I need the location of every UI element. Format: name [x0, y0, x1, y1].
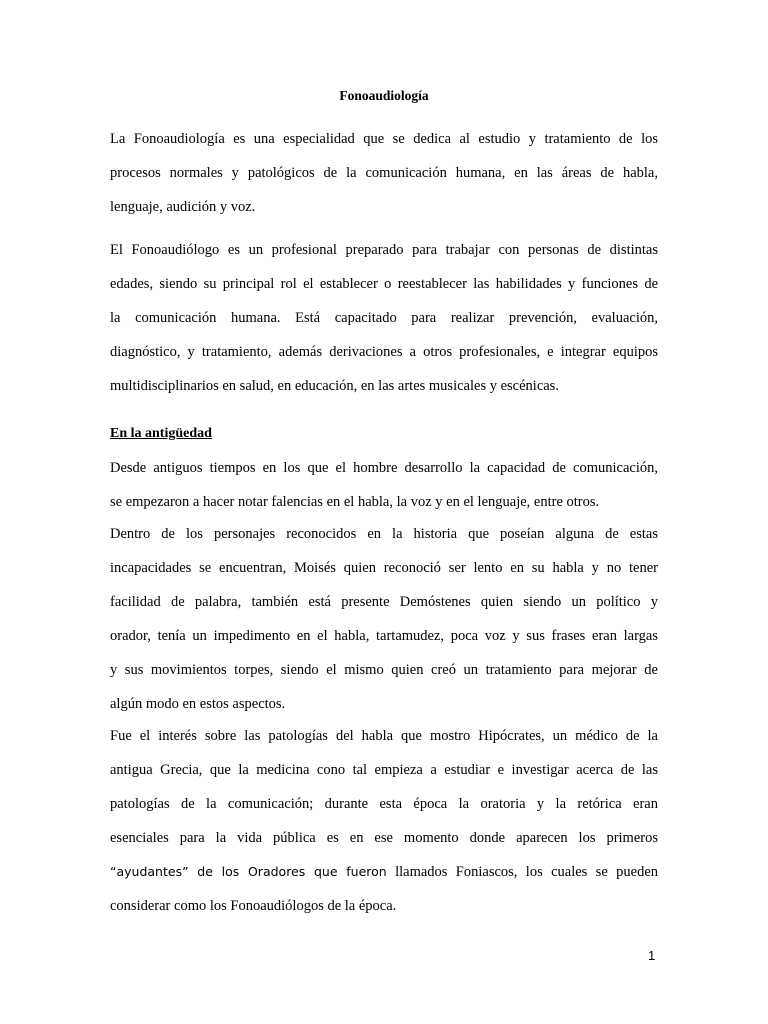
text-line: multidisciplinarios en salud, en educación, en las artes musicales y escénicas.: [110, 378, 559, 394]
text-line: y sus movimientos torpes, siendo el mismo quien creó un tratamiento para mejorar de: [110, 662, 658, 678]
text-line: Dentro de los personajes reconocidos en la historia que poseían alguna de estas: [110, 526, 658, 542]
paragraph-intro: [110, 130, 658, 232]
text-line: Fue el interés sobre las patologías del habla que mostro Hipócrates, un médico de la: [110, 728, 658, 744]
text-line: patologías de la comunicación; durante esta época la oratoria y la retórica eran: [110, 796, 658, 812]
text-line: La Fonoaudiología es una especialidad que se dedica al estudio y tratamiento de los: [110, 131, 658, 147]
text-line: incapacidades se encuentran, Moisés quien reconoció ser lento en su habla y no tener: [110, 560, 658, 576]
text-line-mixed-font: [110, 863, 658, 897]
text-line: orador, tenía un impedimento en el habla, tartamudez, poca voz y sus frases eran largas: [110, 628, 658, 644]
text-line: edades, siendo su principal rol el establecer o reestablecer las habilidades y funciones de: [110, 276, 658, 292]
paragraph-hipocrates: [110, 727, 658, 931]
paragraph-antiguos-tiempos: [110, 459, 658, 527]
text-line: la comunicación humana. Está capacitado para realizar prevención, evaluación,: [110, 310, 658, 326]
text-line: lenguaje, audición y voz.: [110, 199, 256, 215]
text-line: se empezaron a hacer notar falencias en el habla, la voz y en el lenguaje, entre otros.: [110, 494, 600, 510]
text-line: procesos normales y patológicos de la comunicación humana, en las áreas de habla,: [110, 165, 658, 181]
text-line: considerar como los Fonoaudiólogos de la época.: [110, 898, 397, 914]
section-heading: En la antigüedad: [110, 426, 212, 441]
text-line: antigua Grecia, que la medicina cono tal empieza a estudiar e investigar acerca de las: [110, 762, 658, 778]
paragraph-personajes: [110, 525, 658, 729]
document-title: Fonoaudiología: [339, 88, 429, 103]
text-run: llamados Foniascos, los cuales se pueden: [386, 864, 659, 880]
text-line: diagnóstico, y tratamiento, además derivaciones a otros profesionales, e integrar equipos: [110, 344, 658, 360]
text-line: Desde antiguos tiempos en los que el hombre desarrollo la capacidad de comunicación,: [110, 460, 658, 476]
paragraph-profesional: [110, 241, 658, 411]
text-line: facilidad de palabra, también está presente Demóstenes quien siendo un político y: [110, 594, 658, 610]
page-number: 1: [648, 948, 656, 963]
text-line: esenciales para la vida pública es en ese momento donde aparecen los primeros: [110, 830, 658, 846]
alt-font-run: “ayudantes” de los Oradores que fueron: [110, 864, 387, 879]
text-line: algún modo en estos aspectos.: [110, 696, 286, 712]
text-line: El Fonoaudiólogo es un profesional preparado para trabajar con personas de distintas: [110, 242, 658, 258]
